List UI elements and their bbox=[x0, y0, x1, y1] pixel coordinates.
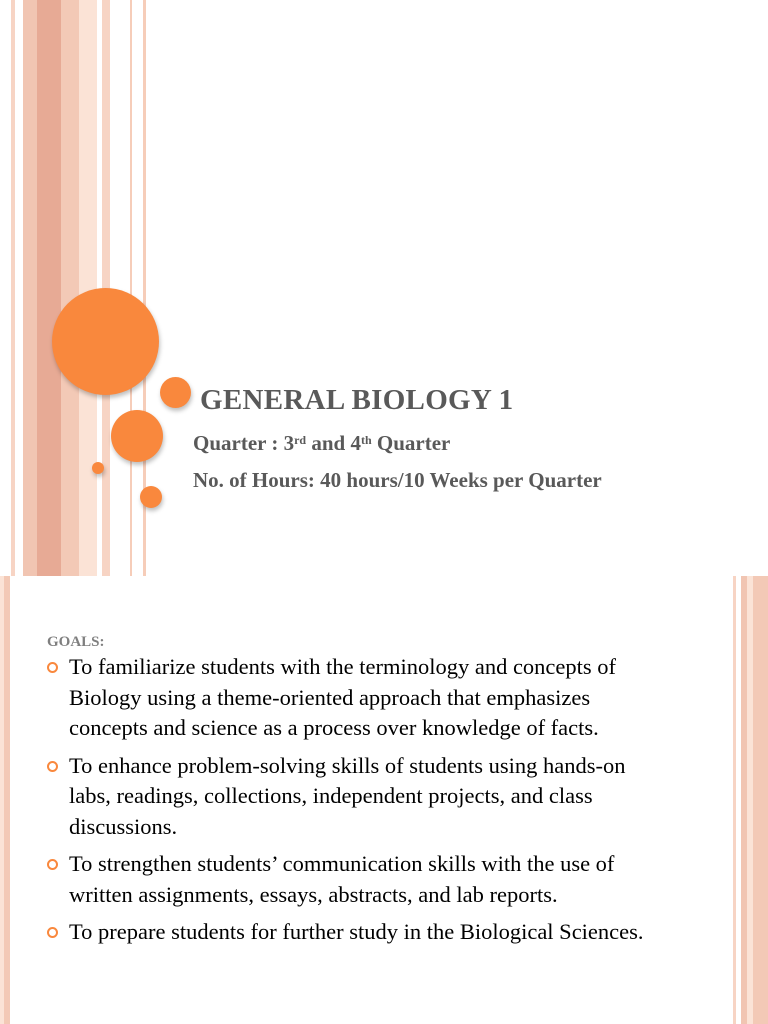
slide-title: GENERAL BIOLOGY 1 bbox=[200, 384, 514, 416]
goal-text: To prepare students for further study in the Biological Sciences. bbox=[69, 919, 644, 944]
list-item bbox=[46, 917, 646, 948]
decor-stripe bbox=[130, 0, 132, 576]
decor-stripe bbox=[23, 0, 37, 576]
list-item bbox=[46, 849, 646, 910]
quarter-sup: rd bbox=[294, 433, 307, 447]
quarter-mid: and 4 bbox=[306, 431, 361, 455]
hours-line: No. of Hours: 40 hours/10 Weeks per Quarter bbox=[193, 468, 602, 492]
bullet-ring-icon bbox=[47, 859, 58, 870]
decor-circle bbox=[111, 410, 163, 462]
decor-circle bbox=[140, 486, 162, 508]
quarter-label: Quarter : 3 bbox=[193, 431, 295, 455]
goal-text: To familiarize students with the terminology and concepts of Biology using a theme-oriented approach that emphasizes concepts and science as a process over knowledge of facts. bbox=[69, 654, 617, 740]
decor-circle-large bbox=[52, 288, 159, 395]
decor-stripe bbox=[37, 0, 61, 576]
goal-text: To enhance problem-solving skills of students using hands-on labs, readings, collections, independent projects, and class discussions. bbox=[69, 752, 626, 839]
bullet-ring-icon bbox=[47, 927, 58, 938]
goals-heading: GOALS: bbox=[47, 634, 105, 650]
decor-stripe bbox=[4, 576, 10, 1024]
goals-slide bbox=[0, 576, 768, 1024]
goals-list bbox=[46, 652, 646, 955]
decor-stripe bbox=[11, 0, 15, 576]
decor-circle bbox=[160, 377, 191, 408]
quarter-end: Quarter bbox=[371, 431, 451, 455]
list-item bbox=[46, 751, 646, 843]
bullet-ring-icon bbox=[47, 662, 58, 673]
quarter-line bbox=[193, 431, 450, 456]
decor-stripe bbox=[753, 576, 768, 1024]
decor-stripe bbox=[61, 0, 79, 576]
goal-text: To strengthen students’ communication skills with the use of written assignments, essays, abstracts, and lab reports. bbox=[69, 851, 615, 907]
bullet-ring-icon bbox=[47, 761, 58, 772]
list-item bbox=[46, 652, 646, 744]
decor-circle bbox=[92, 462, 104, 474]
decor-stripe bbox=[733, 576, 736, 1024]
quarter-sup: th bbox=[360, 433, 372, 447]
